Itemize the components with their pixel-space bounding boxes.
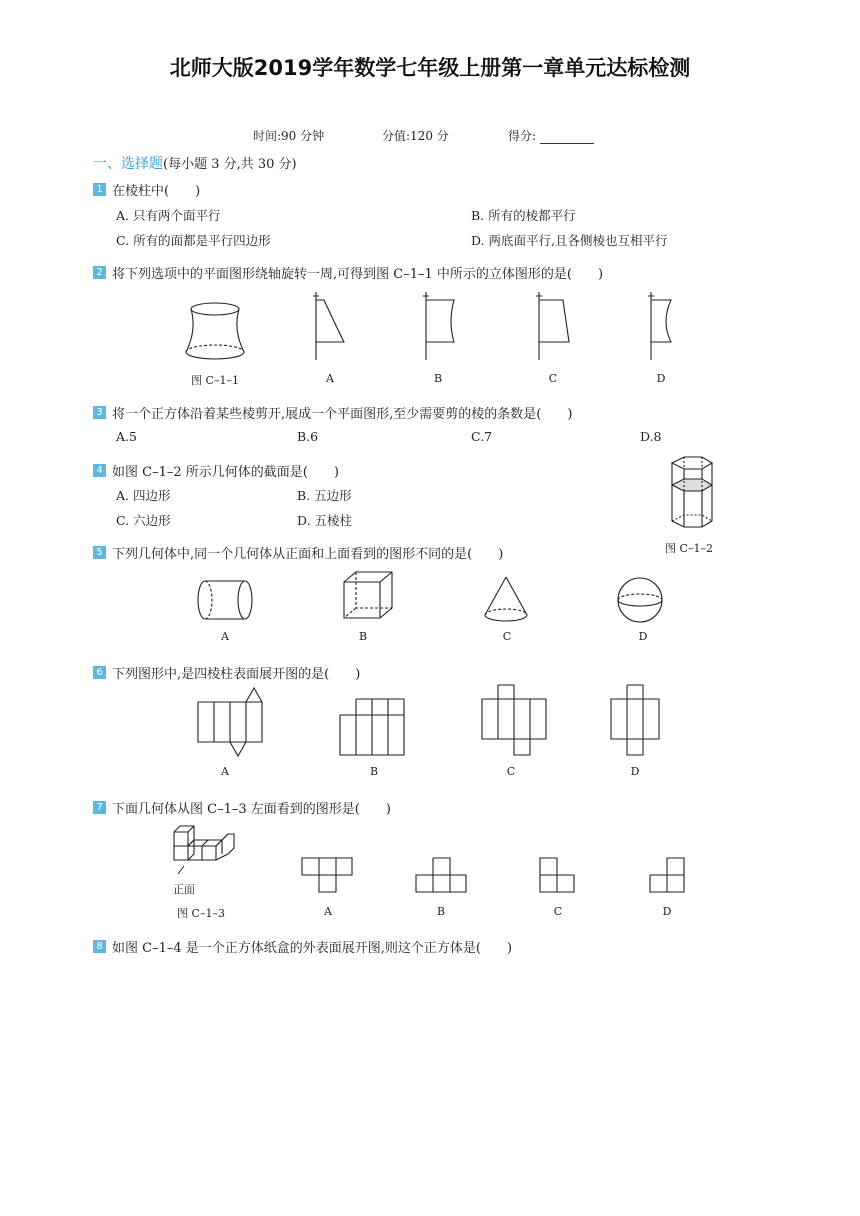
cube-stack-figure	[170, 822, 238, 880]
question-3	[93, 403, 572, 422]
option-label: C	[548, 372, 558, 385]
figure-caption: 图 C–1–1	[191, 374, 239, 387]
hexagonal-prism-figure	[664, 455, 716, 533]
rotation-option-c[interactable]	[533, 290, 573, 362]
option-label: C	[506, 765, 516, 778]
q1-option-c[interactable]: C. 所有的面都是平行四边形	[116, 233, 271, 248]
option-label: C	[553, 905, 563, 918]
option-label: A	[221, 630, 229, 643]
option-label: C	[502, 630, 512, 643]
q3-option-b[interactable]: B.6	[297, 429, 319, 444]
option-label: A	[324, 905, 332, 918]
option-label: A	[221, 765, 229, 778]
option-label: D	[638, 630, 648, 643]
net-option-c[interactable]	[480, 683, 550, 757]
option-label: B	[433, 372, 443, 385]
option-label: D	[630, 765, 640, 778]
front-label: 正面	[173, 883, 195, 896]
question-7	[93, 798, 391, 817]
q4-option-b[interactable]: B. 五边形	[297, 488, 352, 503]
question-2	[93, 263, 603, 282]
q4-option-c[interactable]: C. 六边形	[116, 513, 171, 528]
page-title: 北师大版2019学年数学七年级上册第一章单元达标检测	[169, 56, 691, 80]
question-6	[93, 663, 360, 682]
question-8	[93, 937, 512, 956]
q3-option-a[interactable]: A.5	[116, 429, 137, 444]
option-label: D	[656, 372, 666, 385]
view-option-a[interactable]	[300, 856, 356, 896]
question-1	[93, 180, 200, 199]
question-number: 6	[93, 666, 106, 679]
question-number: 2	[93, 266, 106, 279]
exam-score: 分值:120 分	[382, 129, 449, 143]
view-option-b[interactable]	[414, 856, 470, 896]
figure-caption: 图 C–1–2	[665, 542, 713, 555]
rotation-option-a[interactable]	[310, 290, 350, 362]
section-heading	[93, 153, 297, 173]
question-stem: 在棱柱中( )	[112, 184, 201, 199]
option-label: A	[326, 372, 334, 385]
question-stem: 下列图形中,是四棱柱表面展开图的是( )	[112, 667, 361, 682]
question-stem: 将一个正方体沿着某些棱剪开,展成一个平面图形,至少需要剪的棱的条数是( )	[112, 407, 573, 422]
question-number: 8	[93, 940, 106, 953]
option-label: B	[436, 905, 446, 918]
view-option-d[interactable]	[648, 856, 690, 896]
question-stem: 将下列选项中的平面图形绕轴旋转一周,可得到图 C–1–1 中所示的立体图形的是( )	[112, 267, 604, 282]
option-label: B	[369, 765, 379, 778]
q1-option-d[interactable]: D. 两底面平行,且各侧棱也互相平行	[471, 233, 668, 248]
question-number: 4	[93, 464, 106, 477]
question-number: 7	[93, 801, 106, 814]
q4-option-a[interactable]: A. 四边形	[116, 488, 171, 503]
question-number: 3	[93, 406, 106, 419]
exam-time: 时间:90 分钟	[253, 129, 325, 143]
net-option-d[interactable]	[609, 683, 663, 757]
option-label: D	[662, 905, 672, 918]
net-option-b[interactable]	[338, 697, 408, 757]
cone-option-c[interactable]	[481, 575, 531, 625]
question-stem: 如图 C–1–2 所示几何体的截面是( )	[112, 465, 339, 480]
question-number: 5	[93, 546, 106, 559]
q1-option-b[interactable]: B. 所有的棱都平行	[471, 208, 576, 223]
frustum-figure	[180, 300, 250, 362]
question-stem: 下面几何体从图 C–1–3 左面看到的图形是( )	[112, 802, 391, 817]
net-option-a[interactable]	[196, 686, 266, 758]
view-option-c[interactable]	[538, 856, 580, 896]
sphere-option-d[interactable]	[614, 576, 666, 626]
section-note: (每小题 3 分,共 30 分)	[163, 157, 297, 172]
score-label: 得分:	[508, 129, 537, 143]
cube-option-b[interactable]	[340, 568, 396, 624]
question-stem: 下列几何体中,同一个几何体从正面和上面看到的图形不同的是( )	[112, 547, 504, 562]
figure-caption: 图 C–1–3	[177, 907, 225, 920]
rotation-option-b[interactable]	[420, 290, 460, 362]
q4-option-d[interactable]: D. 五棱柱	[297, 513, 353, 528]
q1-option-a[interactable]: A. 只有两个面平行	[116, 208, 221, 223]
question-number: 1	[93, 183, 106, 196]
score-field[interactable]	[508, 127, 594, 144]
question-4	[93, 461, 339, 480]
rotation-option-d[interactable]	[645, 290, 685, 362]
score-blank[interactable]	[540, 131, 594, 144]
option-label: B	[358, 630, 368, 643]
cylinder-option-a[interactable]	[193, 577, 257, 623]
q3-option-d[interactable]: D.8	[640, 429, 662, 444]
question-stem: 如图 C–1–4 是一个正方体纸盒的外表面展开图,则这个正方体是( )	[112, 941, 513, 956]
section-title: 一、选择题	[93, 156, 163, 172]
q3-option-c[interactable]: C.7	[471, 429, 493, 444]
question-5	[93, 543, 503, 562]
